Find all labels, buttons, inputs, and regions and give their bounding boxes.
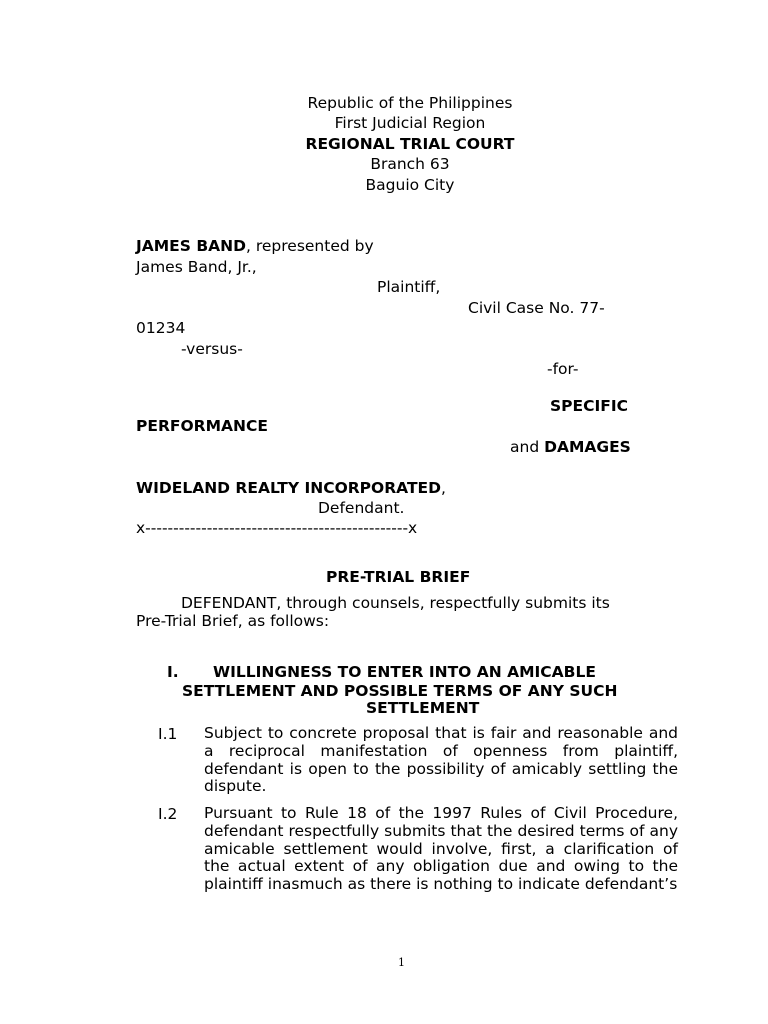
for-label: -for- — [547, 360, 579, 378]
nature-specific: SPECIFIC — [550, 397, 628, 415]
page-number: 1 — [398, 956, 405, 969]
plaintiff-rep: , represented by — [245, 237, 374, 255]
plaintiff-name: JAMES BAND — [136, 237, 246, 255]
item-1-number: I.1 — [158, 725, 178, 743]
plaintiff-line — [136, 236, 374, 256]
plaintiff-rep-name: James Band, Jr., — [136, 258, 257, 276]
nature-damages-line — [510, 437, 631, 457]
intro-line-1: DEFENDANT, through counsels, respectfully submits its — [181, 594, 610, 612]
header-country: Republic of the Philippines — [307, 94, 513, 112]
versus-label: -versus- — [181, 340, 243, 358]
header-city: Baguio City — [365, 176, 455, 194]
header-branch: Branch 63 — [370, 155, 450, 173]
nature-performance: PERFORMANCE — [136, 417, 268, 435]
item-2-text: Pursuant to Rule 18 of the 1997 Rules of Civil Procedure, defendant respectfully submits that the desired terms of any amicable settlement would involve, first, a clarification of the actual extent of any obligation due and owing to the plaintiff inasmuch as there is nothing to indicate defendant’s — [204, 804, 678, 894]
section-heading-2: SETTLEMENT AND POSSIBLE TERMS OF ANY SUCH — [182, 682, 618, 700]
caption-separator: x-----------------------------------------------x — [136, 519, 418, 537]
header-region: First Judicial Region — [334, 114, 486, 132]
intro-line-2: Pre-Trial Brief, as follows: — [136, 612, 330, 630]
item-1-text: Subject to concrete proposal that is fair and reasonable and a reciprocal manifestation of openness from plaintiff, defendant is open to the possibility of amicably settling the dispute. — [204, 724, 678, 796]
section-heading-3: SETTLEMENT — [366, 699, 480, 717]
case-number: Civil Case No. 77- — [468, 299, 605, 317]
case-number-cont: 01234 — [136, 319, 186, 337]
header-court: REGIONAL TRIAL COURT — [305, 135, 515, 153]
defendant-line — [136, 478, 446, 498]
section-number: I. — [167, 663, 179, 681]
nature-damages: DAMAGES — [544, 438, 631, 456]
defendant-name: WIDELAND REALTY INCORPORATED — [136, 479, 441, 497]
plaintiff-label: Plaintiff, — [377, 278, 441, 296]
defendant-label: Defendant. — [318, 499, 405, 517]
and-word: and — [510, 438, 545, 456]
document-title: PRE-TRIAL BRIEF — [326, 568, 471, 586]
section-heading-1: WILLINGNESS TO ENTER INTO AN AMICABLE — [213, 663, 596, 681]
item-2-number: I.2 — [158, 805, 178, 823]
defendant-comma: , — [440, 479, 446, 497]
